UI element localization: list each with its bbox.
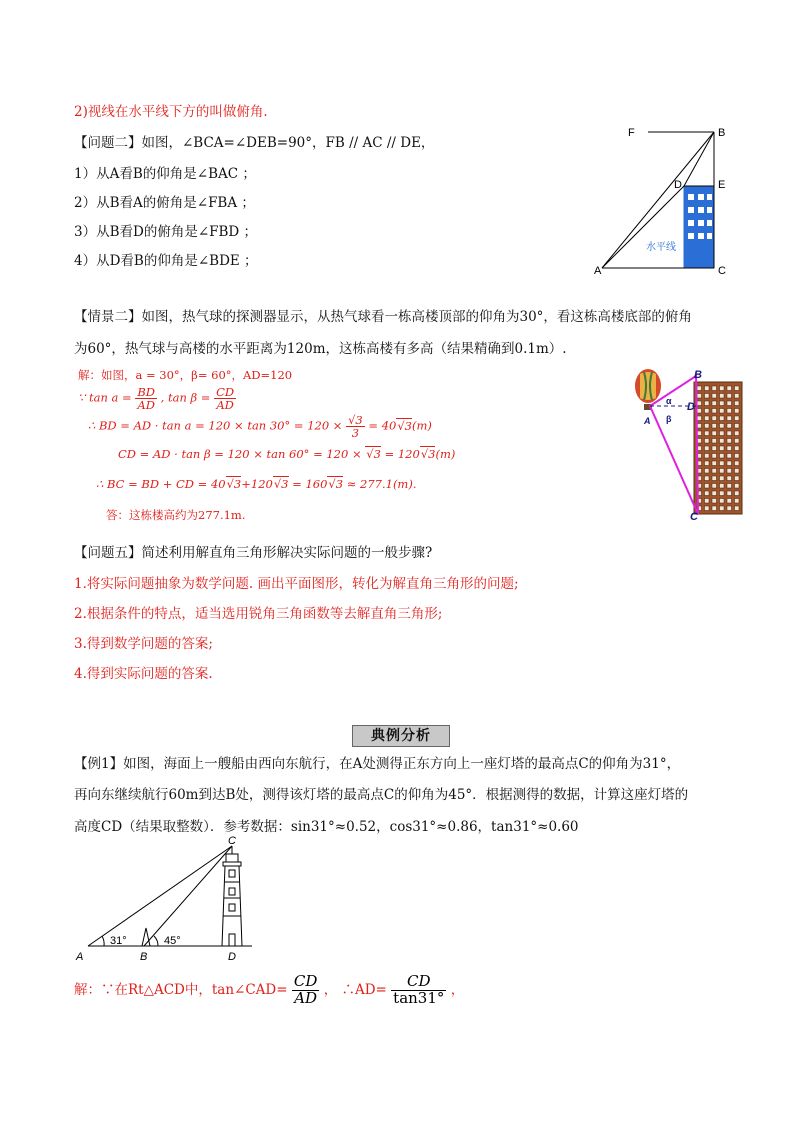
- bc-plus: +120: [241, 477, 273, 491]
- building-window: [720, 424, 725, 429]
- frac-num: √3: [348, 413, 363, 427]
- frac-num: BD: [137, 385, 155, 399]
- frac-den: AD: [294, 988, 318, 1007]
- building-window: [705, 439, 710, 444]
- fraction-cd-tan31: [391, 974, 446, 1007]
- solution-bd: [88, 414, 432, 439]
- building-window: [735, 446, 740, 451]
- building-window: [727, 461, 732, 466]
- problem-two-item-3: 3）从B看D的俯角是∠FBD ；: [74, 224, 258, 240]
- building-window: [720, 386, 725, 391]
- solution-given: 解：如图，a = 30°，β= 60°，AD=120: [78, 368, 293, 382]
- building-window: [720, 431, 725, 436]
- sqrt: √3: [366, 447, 381, 461]
- building-window: [712, 454, 717, 459]
- fig1-label-d: D: [674, 179, 682, 191]
- building-window: [705, 409, 710, 414]
- fig2-label-a: A: [644, 416, 651, 426]
- figure-lighthouse: [70, 836, 260, 964]
- problem-five-step-4: 4.得到实际问题的答案.: [74, 666, 213, 682]
- building-window: [727, 446, 732, 451]
- sqrt: √3: [273, 477, 289, 491]
- fig3-label-b: B: [140, 951, 148, 963]
- building-window: [705, 461, 710, 466]
- depression-angle-definition: 2)视线在水平线下方的叫做俯角.: [74, 104, 268, 120]
- fig3-label-c: C: [228, 836, 236, 847]
- bc-equation: ∴ BC = BD + CD = 40: [96, 477, 226, 491]
- fig3-label-d: D: [228, 951, 236, 963]
- building-window: [705, 499, 710, 504]
- building-window: [727, 491, 732, 496]
- building-window: [735, 394, 740, 399]
- building-window: [712, 499, 717, 504]
- fig1-label-b: B: [718, 127, 726, 139]
- building-window: [705, 476, 710, 481]
- building-window: [735, 461, 740, 466]
- building-window: [697, 416, 702, 421]
- building-window: [735, 424, 740, 429]
- building-window: [705, 424, 710, 429]
- building-window: [712, 446, 717, 451]
- building-window: [720, 416, 725, 421]
- building-window: [727, 401, 732, 406]
- building-window: [712, 424, 717, 429]
- building-window: [712, 394, 717, 399]
- building-window: [712, 401, 717, 406]
- example-one-line-2: 再向东继续航行60m到达B处，测得该灯塔的最高点C的仰角为45°．根据测得的数据，计算这座灯塔的: [74, 787, 689, 803]
- building-window: [720, 461, 725, 466]
- building-window: [720, 401, 725, 406]
- bc-approx: ≈ 277.1(m).: [346, 477, 417, 491]
- building-window: [712, 386, 717, 391]
- problem-five-step-2: 2.根据条件的特点，适当选用锐角三角函数等去解直角三角形;: [74, 606, 443, 622]
- solution-bc: [96, 477, 416, 491]
- building-window: [697, 386, 702, 391]
- fraction-root3-3: [346, 414, 365, 439]
- building-window: [712, 431, 717, 436]
- building-window: [735, 454, 740, 459]
- fig3-angle-31: 31°: [110, 935, 127, 947]
- fig3-label-a: A: [76, 951, 84, 963]
- fig1-label-e: E: [718, 179, 726, 191]
- building-window: [720, 484, 725, 489]
- frac-num: CD: [216, 385, 235, 399]
- building-window: [727, 476, 732, 481]
- building-window: [727, 454, 732, 459]
- building-window: [727, 409, 732, 414]
- building-window: [712, 439, 717, 444]
- building-window: [735, 499, 740, 504]
- building-window: [697, 401, 702, 406]
- building-window: [712, 469, 717, 474]
- bd-equation: ∴ BD = AD · tan a = 120 × tan 30° = 120 ×: [88, 418, 343, 433]
- frac-den: tan31°: [393, 988, 445, 1007]
- building-window: [727, 431, 732, 436]
- section-heading-analysis: 典例分析: [352, 725, 450, 747]
- building-window: [727, 484, 732, 489]
- frac-den: AD: [216, 398, 234, 413]
- example-one-line-3: 高度CD（结果取整数）．参考数据：sin31°≈0.52，cos31°≈0.86，tan31°≈0.60: [74, 819, 579, 835]
- problem-five-step-1: 1.将实际问题抽象为数学问题. 画出平面图形，转化为解直角三角形的问题;: [74, 576, 519, 592]
- sqrt: √3: [328, 477, 344, 491]
- sqrt: √3: [420, 447, 436, 461]
- building-window: [720, 454, 725, 459]
- fig1-label-a: A: [594, 265, 602, 277]
- building-window: [735, 409, 740, 414]
- problem-two: 【问题二】如图，∠BCA=∠DEB=90°，FB // AC // DE，: [74, 135, 435, 151]
- fig1-horizontal-label: 水平线: [646, 242, 676, 253]
- problem-two-item-4: 4）从D看B的仰角是∠BDE ；: [74, 253, 258, 269]
- example-one-line-1: 【例1】如图，海面上一艘船由西向东航行，在A处测得正东方向上一座灯塔的最高点C的仰角为31°，: [74, 756, 681, 772]
- building-window: [727, 506, 732, 511]
- sqrt: √3: [397, 418, 412, 433]
- problem-two-item-2: 2）从B看A的俯角是∠FBA ；: [74, 195, 255, 211]
- scenario-two-line-1: 【情景二】如图，热气球的探测器显示，从热气球看一栋高楼顶部的仰角为30°，看这栋高楼底部的俯角: [74, 309, 692, 325]
- solution-suffix: ，: [450, 981, 465, 998]
- bc-sum: = 160: [292, 477, 328, 491]
- unit: (m): [412, 418, 432, 433]
- building-window: [705, 416, 710, 421]
- building-window: [705, 446, 710, 451]
- building-window: [727, 439, 732, 444]
- building-window: [720, 409, 725, 414]
- fraction-cd-ad-bottom: [292, 974, 320, 1007]
- building-window: [735, 386, 740, 391]
- building-window: [712, 476, 717, 481]
- building-window: [735, 506, 740, 511]
- solution-cd: [118, 447, 455, 461]
- building-window: [720, 439, 725, 444]
- solution-mid: ， ∴AD=: [323, 981, 387, 998]
- building-window: [705, 386, 710, 391]
- bd-result: = 40: [368, 418, 397, 433]
- cd-result: = 120: [384, 447, 420, 461]
- building-window: [720, 469, 725, 474]
- fig2-label-c: C: [690, 511, 698, 522]
- frac-num: CD: [391, 974, 446, 991]
- building-window: [735, 431, 740, 436]
- building-window: [705, 491, 710, 496]
- example-one-solution: [74, 974, 464, 1007]
- building-window: [712, 461, 717, 466]
- problem-five-question: 【问题五】简述利用解直角三角形解决实际问题的一般步骤?: [74, 545, 433, 561]
- building-window: [720, 446, 725, 451]
- fig2-label-b: B: [694, 369, 702, 381]
- building-window: [735, 484, 740, 489]
- building-window: [720, 394, 725, 399]
- cd-equation: CD = AD · tan β = 120 × tan 60° = 120 ×: [118, 447, 362, 461]
- building-window: [705, 401, 710, 406]
- building-window: [705, 394, 710, 399]
- building-window: [727, 386, 732, 391]
- fig3-angle-45: 45°: [164, 935, 181, 947]
- tan-alpha-text: ∵ tan a =: [78, 390, 132, 405]
- frac-den: 3: [351, 426, 360, 441]
- building-window: [705, 469, 710, 474]
- figure-building-angles: [590, 118, 740, 283]
- fraction-cd-ad: [214, 386, 236, 411]
- unit: (m): [435, 447, 456, 461]
- fig1-label-f: F: [628, 127, 635, 139]
- frac-den: AD: [137, 398, 155, 413]
- fig1-label-c: C: [718, 265, 726, 277]
- building-window: [720, 476, 725, 481]
- fig2-label-d: D: [687, 401, 695, 413]
- building-window: [720, 491, 725, 496]
- sqrt: √3: [226, 477, 242, 491]
- solution-prefix: 解：∵在Rt△ACD中，tan∠CAD=: [74, 981, 288, 998]
- building-window: [735, 401, 740, 406]
- building-window: [735, 476, 740, 481]
- problem-five-step-3: 3.得到数学问题的答案;: [74, 636, 213, 652]
- building-window: [727, 394, 732, 399]
- building-window: [720, 499, 725, 504]
- building-window: [697, 394, 702, 399]
- building-window: [712, 416, 717, 421]
- building-window: [712, 491, 717, 496]
- building-window: [727, 416, 732, 421]
- building-window: [712, 484, 717, 489]
- tan-beta-text: , tan β =: [160, 390, 211, 405]
- building-window: [712, 409, 717, 414]
- figure-balloon-building: [628, 366, 748, 522]
- building-window: [712, 506, 717, 511]
- solution-tan-definitions: [78, 386, 236, 411]
- scenario-two-line-2: 为60°，热气球与高楼的水平距离为120m，这栋高楼有多高（结果精确到0.1m）.: [74, 341, 567, 357]
- problem-two-item-1: 1）从A看B的仰角是∠BAC ；: [74, 166, 256, 182]
- building-window: [735, 416, 740, 421]
- building-window: [727, 469, 732, 474]
- building-window: [727, 424, 732, 429]
- building-window: [720, 506, 725, 511]
- fraction-bd-ad: [135, 386, 157, 411]
- building-window: [705, 484, 710, 489]
- solution-answer: 答：这栋楼高约为277.1m.: [106, 508, 246, 522]
- building-window: [705, 506, 710, 511]
- fig2-label-alpha: α: [666, 396, 672, 406]
- building-window: [697, 409, 702, 414]
- building-window: [705, 454, 710, 459]
- building-window: [705, 431, 710, 436]
- building-window: [735, 439, 740, 444]
- building-window: [727, 499, 732, 504]
- fig2-label-beta: β: [666, 414, 672, 424]
- building-window: [735, 491, 740, 496]
- building-window: [735, 469, 740, 474]
- frac-num: CD: [293, 972, 318, 990]
